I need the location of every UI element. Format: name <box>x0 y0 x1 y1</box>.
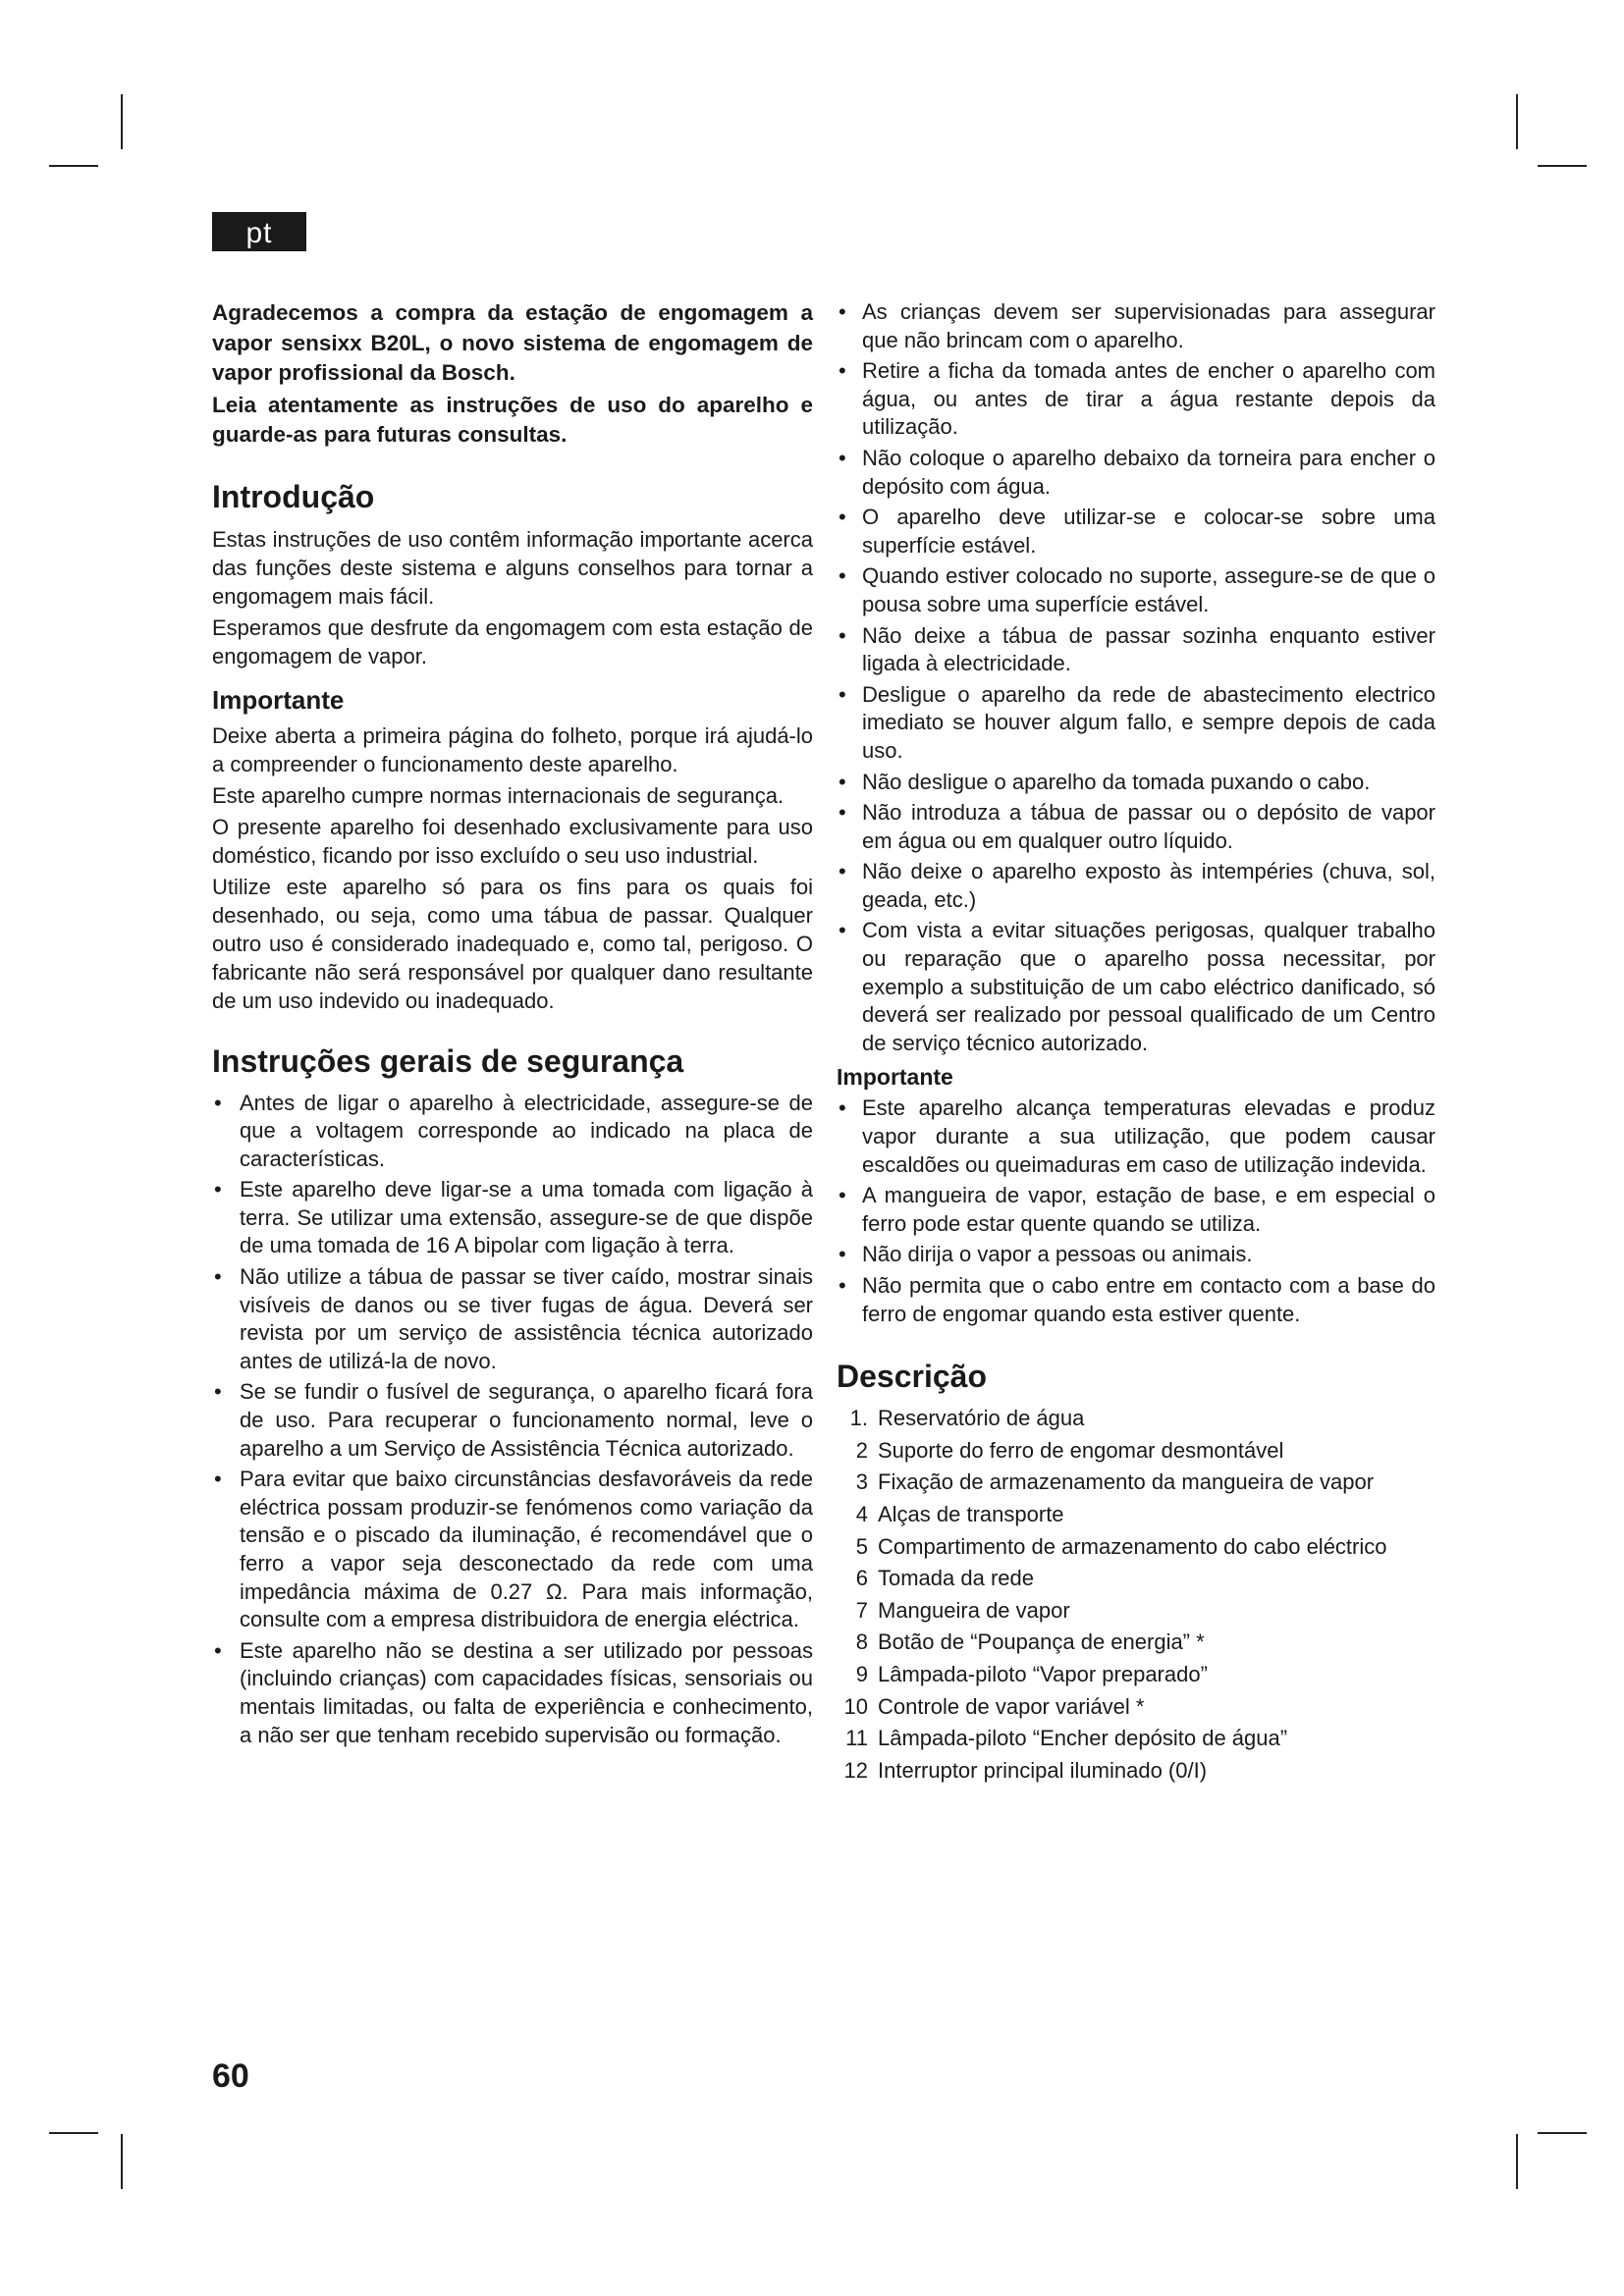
crop-mark <box>1516 2134 1518 2189</box>
bullet-icon: • <box>214 1637 222 1663</box>
paragraph: Utilize este aparelho só para os fins para os quais foi desenhado, ou seja, como uma tábua de passar. Qualquer outro uso é considerado inadequado e, como tal, perigoso. O fabricante não será responsável por qualquer dano resultante de um uso indevido ou inadequado. <box>212 874 813 1013</box>
list-item: • Não introduza a tábua de passar ou o depósito de vapor em água ou em qualquer outro líquido. <box>839 800 1435 853</box>
subheading-importante: Importante <box>212 684 345 715</box>
list-item: 1. Reservatório de água <box>849 1406 1085 1431</box>
bullet-icon: • <box>214 1177 222 1202</box>
list-item: • Não utilize a tábua de passar se tiver caído, mostrar sinais visíveis de danos ou se tiver fugas de água. Deverá ser revista por um serviço de assistência técnica autorizado antes de utilizá-la de novo. <box>214 1264 813 1373</box>
list-item: • Não deixe o aparelho exposto às intempéries (chuva, sol, geada, etc.) <box>839 859 1435 912</box>
paragraph: Este aparelho cumpre normas internacionais de segurança. <box>212 782 785 808</box>
list-item: • Antes de ligar o aparelho à electricidade, assegure-se de que a voltagem corresponde ao indicado na placa de características. <box>214 1090 813 1171</box>
section-heading-descricao: Descrição <box>837 1359 987 1395</box>
bullet-icon: • <box>839 1273 846 1298</box>
crop-mark <box>1516 94 1518 149</box>
bullet-icon: • <box>839 622 846 648</box>
crop-mark <box>1538 2132 1587 2134</box>
list-item: 9 Lâmpada-piloto “Vapor preparado” <box>855 1661 1208 1686</box>
right-column <box>837 298 1435 1789</box>
list-item: 10 Controle de vapor variável * <box>843 1693 1145 1719</box>
list-item: • Não desligue o aparelho da tomada puxando o cabo. <box>837 769 1435 797</box>
list-item: • Este aparelho alcança temperaturas elevadas e produz vapor durante a sua utilização, que podem causar escaldões ou queimaduras em caso de utilização indevida. <box>839 1095 1435 1177</box>
crop-mark <box>121 2134 123 2189</box>
left-column <box>212 298 813 1752</box>
section-heading-seguranca: Instruções gerais de segurança <box>212 1042 684 1079</box>
page-number: 60 <box>212 2057 249 2095</box>
list-item: • O aparelho deve utilizar-se e colocar-se sobre uma superfície estável. <box>839 505 1435 558</box>
bullet-icon: • <box>839 505 846 530</box>
crop-mark <box>1538 165 1587 167</box>
list-item: 7 Mangueira de vapor <box>855 1597 1070 1623</box>
list-item: • A mangueira de vapor, estação de base, e em especial o ferro pode estar quente quando se utiliza. <box>839 1183 1435 1236</box>
list-item: • Retire a ficha da tomada antes de encher o aparelho com água, ou antes de tirar a água restante depois da utilização. <box>839 358 1435 440</box>
bullet-icon: • <box>214 1379 222 1405</box>
crop-mark <box>49 165 98 167</box>
list-item: • Quando estiver colocado no suporte, assegure-se de que o pousa sobre uma superfície estável. <box>839 563 1435 616</box>
importante-list <box>837 1095 1435 1328</box>
section-heading-introducao: Introdução <box>212 478 375 514</box>
subheading-importante-safety: Importante <box>837 1064 953 1091</box>
list-item: • Desligue o aparelho da rede de abastecimento electrico imediato se houver algum fallo, e sempre depois de cada uso. <box>839 681 1435 763</box>
bullet-icon: • <box>839 769 846 794</box>
list-item: 5 Compartimento de armazenamento do cabo eléctrico <box>855 1533 1387 1559</box>
list-item: 3 Fixação de armazenamento da mangueira de vapor <box>855 1469 1375 1495</box>
list-item: • Este aparelho não se destina a ser utilizado por pessoas (incluindo crianças) com capacidades físicas, sensoriais ou mentais limitadas, ou falta de experiência e conhecimento, a não ser que tenham recebido supervisão ou formação. <box>214 1637 813 1747</box>
crop-mark <box>49 2132 98 2134</box>
bullet-icon: • <box>839 859 846 884</box>
bullet-icon: • <box>839 1095 846 1121</box>
list-item: • As crianças devem ser supervisionadas para assegurar que não brincam com o aparelho. <box>839 299 1435 352</box>
bullet-icon: • <box>839 1183 846 1208</box>
intro-bold-2: Leia atentamente as instruções de uso do aparelho e guarde-as para futuras consultas. <box>212 392 813 447</box>
list-item: • Não coloque o aparelho debaixo da torneira para encher o depósito com água. <box>839 445 1435 499</box>
safety-list-right <box>837 298 1435 1057</box>
paragraph: Estas instruções de uso contêm informação importante acerca das funções deste sistema e alguns conselhos para tornar a engomagem mais fácil. <box>212 526 813 609</box>
language-badge: pt <box>212 212 306 251</box>
list-item: • Se se fundir o fusível de segurança, o aparelho ficará fora de uso. Para recuperar o funcionamento normal, leve o aparelho a um Serviço de Assistência Técnica autorizado. <box>214 1379 813 1461</box>
crop-mark <box>121 94 123 149</box>
intro-bold-1: Agradecemos a compra da estação de engomagem a vapor sensixx B20L, o novo sistema de engomagem de vapor profissional da Bosch. <box>212 300 813 385</box>
list-item: 6 Tomada da rede <box>855 1566 1034 1591</box>
bullet-icon: • <box>839 299 846 324</box>
description-list <box>837 1405 1435 1785</box>
paragraph: Deixe aberta a primeira página do folheto, porque irá ajudá-lo a compreender o funcionamento deste aparelho. <box>212 722 813 776</box>
list-item: 12 Interruptor principal iluminado (0/I) <box>843 1757 1208 1783</box>
bullet-icon: • <box>214 1264 222 1290</box>
list-item: 11 Lâmpada-piloto “Encher depósito de água” <box>845 1726 1288 1751</box>
bullet-icon: • <box>214 1090 222 1115</box>
bullet-icon: • <box>839 800 846 826</box>
bullet-icon: • <box>839 681 846 707</box>
bullet-icon: • <box>214 1467 222 1492</box>
bullet-icon: • <box>839 1242 846 1267</box>
paragraph: Esperamos que desfrute da engomagem com esta estação de engomagem de vapor. <box>212 614 813 668</box>
list-item: 8 Botão de “Poupança de energia” * <box>855 1629 1205 1655</box>
paragraph: O presente aparelho foi desenhado exclusivamente para uso doméstico, ficando por isso excluído o seu uso industrial. <box>212 814 813 868</box>
bullet-icon: • <box>839 445 846 470</box>
bullet-icon: • <box>839 563 846 589</box>
list-item: • Não dirija o vapor a pessoas ou animais. <box>837 1241 1435 1269</box>
bullet-icon: • <box>839 358 846 384</box>
list-item: • Com vista a evitar situações perigosas, qualquer trabalho ou reparação que o aparelho possa necessitar, por exemplo a substituição de um cabo eléctrico danificado, só deverá ser realizado por pessoal qualificado de um Centro de serviço técnico autorizado. <box>839 918 1435 1055</box>
list-item: • Não deixe a tábua de passar sozinha enquanto estiver ligada à electricidade. <box>839 622 1435 676</box>
list-item: • Para evitar que baixo circunstâncias desfavoráveis da rede eléctrica possam produzir-se fenómenos como variação da tensão e o piscado da iluminação, é recomendável que o ferro a vapor seja desconectado da rede com uma impedância máxima de 0.27 Ω. Para mais informação, consulte com a empresa distribuidora de energia eléctrica. <box>214 1467 813 1632</box>
bullet-icon: • <box>839 918 846 943</box>
list-item: • Este aparelho deve ligar-se a uma tomada com ligação à terra. Se utilizar uma extensão, assegure-se de que dispõe de uma tomada de 16 A bipolar com ligação à terra. <box>214 1177 813 1258</box>
list-item: 2 Suporte do ferro de engomar desmontável <box>855 1437 1284 1463</box>
safety-list-left <box>212 1090 813 1750</box>
list-item: 4 Alças de transporte <box>855 1501 1064 1526</box>
list-item: • Não permita que o cabo entre em contacto com a base do ferro de engomar quando esta estiver quente. <box>839 1273 1435 1326</box>
